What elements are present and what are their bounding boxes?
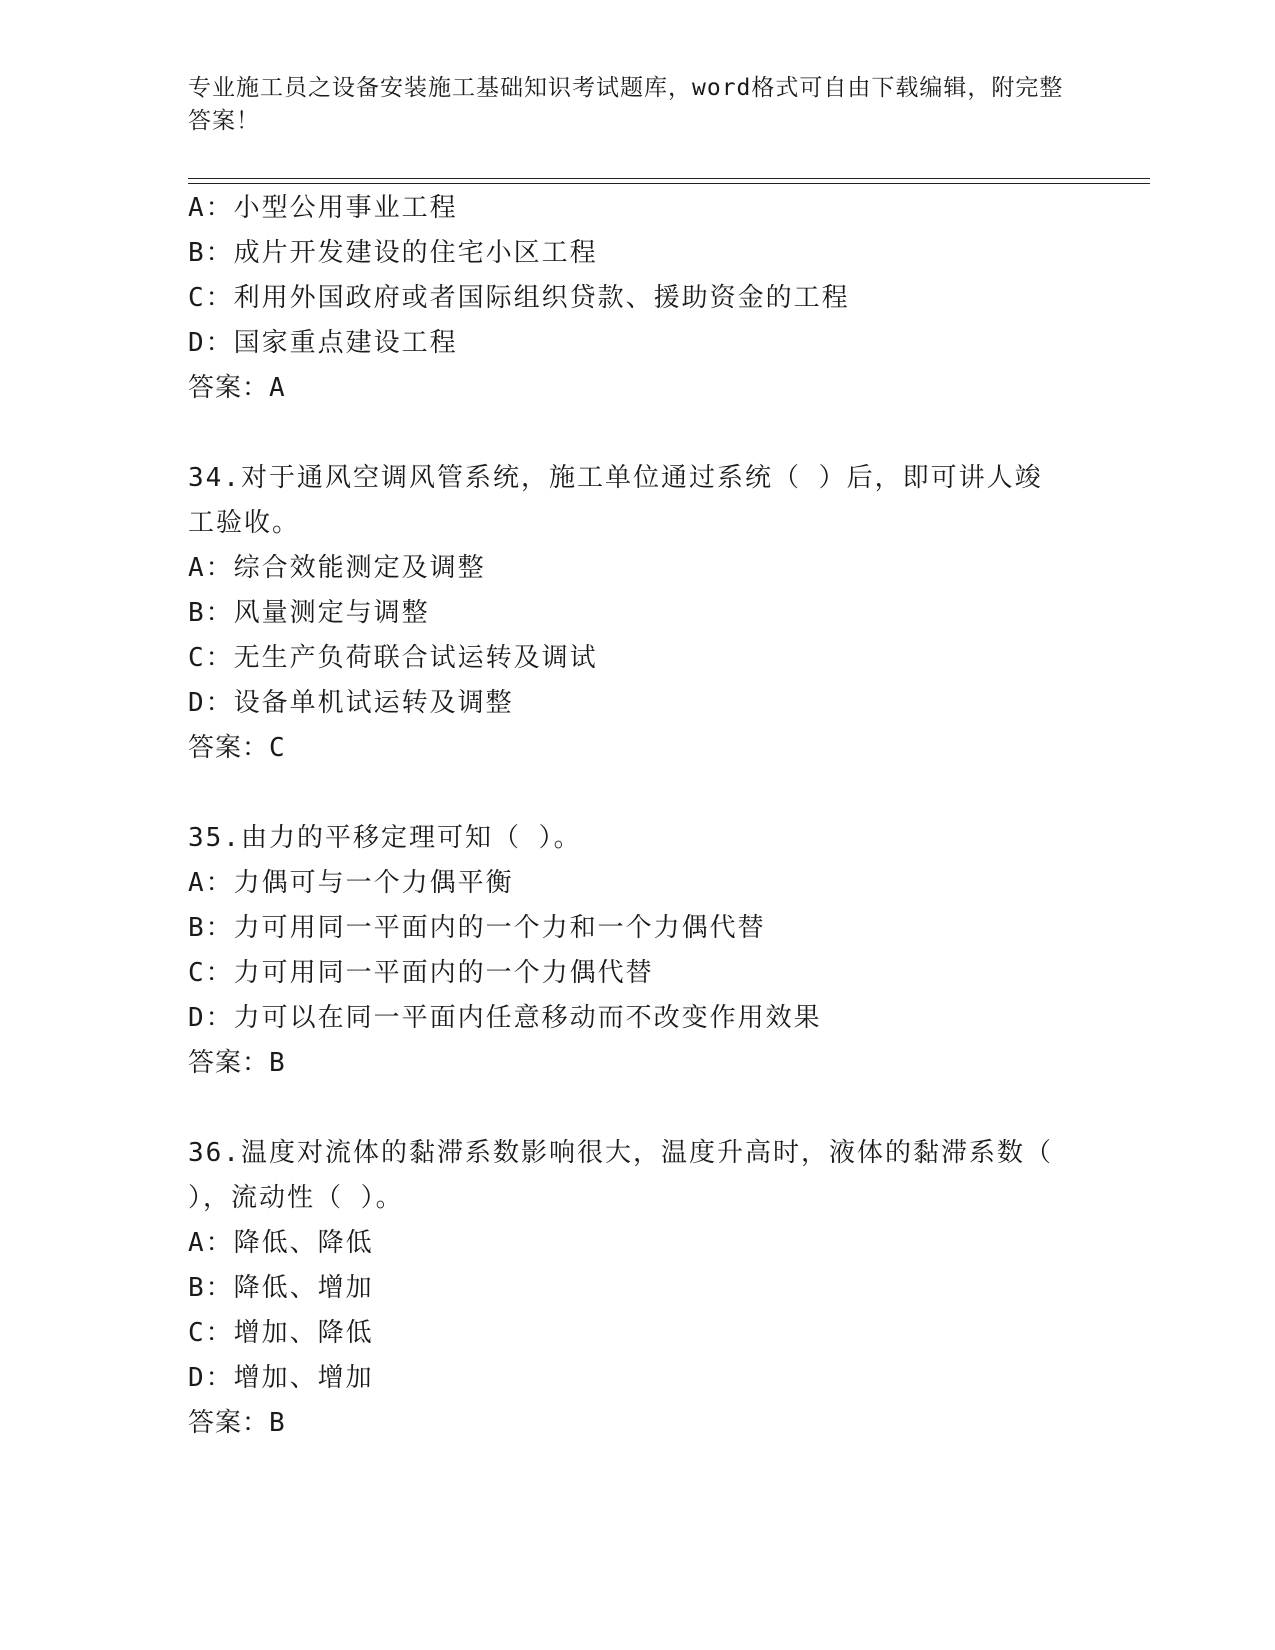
q34-stem-line-1: 34.对于通风空调风管系统，施工单位通过系统（ ）后，即可讲人竣 [188, 463, 1043, 493]
q36-option-c: C：增加、降低 [188, 1318, 374, 1348]
q33-option-d: D：国家重点建设工程 [188, 328, 458, 358]
q35-option-a: A：力偶可与一个力偶平衡 [188, 868, 514, 898]
q33-option-a: A：小型公用事业工程 [188, 193, 458, 223]
q33-option-c: C：利用外国政府或者国际组织贷款、援助资金的工程 [188, 283, 850, 313]
q35-answer: 答案：B [188, 1048, 286, 1078]
q34-option-d: D：设备单机试运转及调整 [188, 688, 514, 718]
q33-option-b: B：成片开发建设的住宅小区工程 [188, 238, 598, 268]
q34-option-a: A：综合效能测定及调整 [188, 553, 486, 583]
q34-option-b: B：风量测定与调整 [188, 598, 430, 628]
q35-option-d: D：力可以在同一平面内任意移动而不改变作用效果 [188, 1003, 822, 1033]
q35-stem-line-1: 35.由力的平移定理可知（ ）。 [188, 823, 582, 853]
header-divider-top [188, 178, 1150, 179]
q34-answer: 答案：C [188, 733, 286, 763]
q36-option-d: D：增加、增加 [188, 1363, 374, 1393]
q34-stem-line-2: 工验收。 [188, 508, 301, 538]
q33-answer: 答案：A [188, 373, 286, 403]
q35-option-c: C：力可用同一平面内的一个力偶代替 [188, 958, 654, 988]
q36-option-a: A：降低、降低 [188, 1228, 374, 1258]
q36-stem-line-1: 36.温度对流体的黏滞系数影响很大，温度升高时，液体的黏滞系数（ [188, 1138, 1053, 1168]
q36-stem-line-2: ），流动性（ ）。 [188, 1183, 404, 1213]
q34-option-c: C：无生产负荷联合试运转及调试 [188, 643, 598, 673]
header-divider-bottom [188, 183, 1150, 184]
document-header: 专业施工员之设备安装施工基础知识考试题库，word格式可自由下载编辑，附完整答案！ [188, 75, 1064, 134]
q35-option-b: B：力可用同一平面内的一个力和一个力偶代替 [188, 913, 766, 943]
q36-answer: 答案：B [188, 1408, 286, 1438]
q36-option-b: B：降低、增加 [188, 1273, 374, 1303]
